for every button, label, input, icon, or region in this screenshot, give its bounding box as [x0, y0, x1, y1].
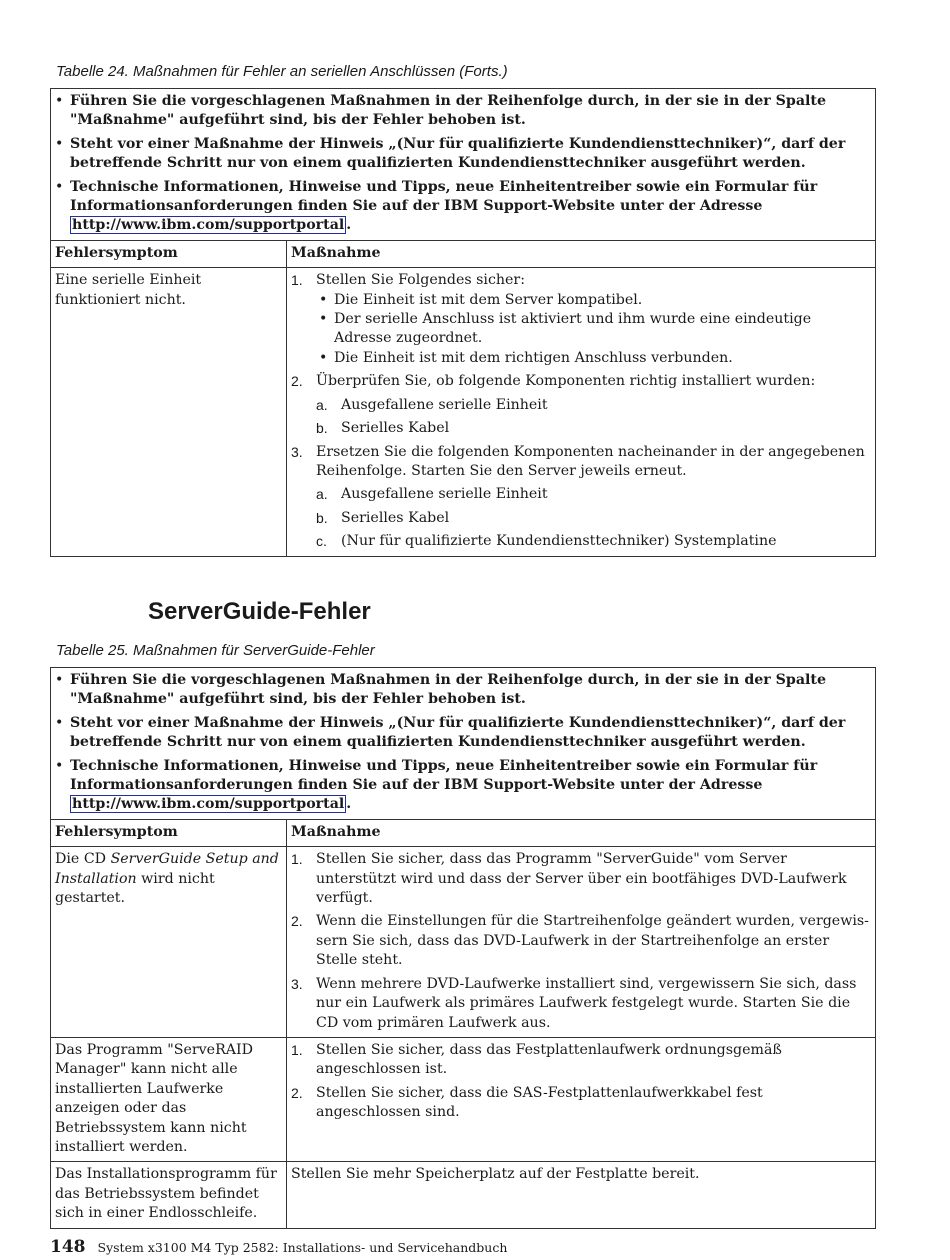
table-24 [50, 88, 876, 557]
table-notes-cell [51, 668, 876, 820]
step-item [291, 1041, 871, 1080]
bullet-item: • Die Einheit ist mit dem Server kompatibel. [316, 291, 871, 310]
step-item [291, 1084, 871, 1123]
symptom-cell: Eine serielle Einheit funktioniert nicht. [51, 268, 287, 556]
header-symptom: Fehlersymptom [51, 819, 287, 846]
sub-text: Serielles Kabel [341, 420, 450, 437]
table-header-row [51, 819, 876, 846]
notes-list [55, 671, 871, 815]
support-link[interactable]: http://www.ibm.com/supportportal [72, 796, 345, 813]
step-number: 2. [291, 1084, 303, 1101]
step-text: Stellen Sie Folgendes sicher: [316, 272, 525, 289]
action-cell: Stellen Sie mehr Speicherplatz auf der Festplatte bereit. [287, 1162, 876, 1228]
section-heading: ServerGuide-Fehler [148, 598, 371, 625]
symptom-cell: Das Installationsprogramm für das Betriebssystem befindet sich in einer Endlosschleife. [51, 1162, 287, 1228]
note-text: Führen Sie die vorgeschlagenen Maßnahmen in der Reihenfolge durch, in der sie in der Spalte "Maßnahme" aufgeführt sind, bis der Fehler behoben ist. [70, 672, 827, 708]
note-item [55, 135, 871, 174]
table-row [51, 1037, 876, 1161]
note-text: Technische Informationen, Hinweise und Tipps, neue Einheitentreiber sowie ein Formular für Informationsanforderungen finden Sie auf der IBM Support-Website unter der Adresse [70, 757, 818, 794]
sub-item [316, 419, 871, 438]
step-text: Stellen Sie sicher, dass das Programm "ServerGuide" vom Server unterstützt wird und dass der Server über ein bootfähiges DVD-Laufwerk verfügt. [316, 851, 847, 907]
note-item [55, 671, 871, 710]
sub-text: (Nur für qualifizierte Kundendiensttechniker) Systemplatine [341, 533, 777, 550]
sub-letter: a. [316, 486, 328, 503]
note-item [55, 757, 871, 815]
note-end: . [346, 796, 352, 813]
step-text: Überprüfen Sie, ob folgende Komponenten richtig installiert wurden: [316, 373, 816, 390]
step-item [291, 850, 871, 908]
step-number: 1. [291, 272, 303, 289]
table-notes-cell [51, 89, 876, 241]
action-cell [287, 268, 876, 556]
step-number: 1. [291, 1041, 303, 1058]
table-24-caption: Tabelle 24. Maßnahmen für Fehler an seriellen Anschlüssen (Forts.) [56, 63, 508, 80]
steps-list [291, 1041, 871, 1123]
action-cell [287, 847, 876, 1038]
sub-letter: b. [316, 420, 328, 437]
bullet-list [316, 291, 871, 369]
sub-text: Serielles Kabel [341, 509, 450, 526]
step-number: 1. [291, 851, 303, 868]
step-item [291, 271, 871, 368]
sub-item [316, 396, 871, 415]
page-number: 148 [50, 1237, 86, 1257]
bullet-item: • Der serielle Anschluss ist aktiviert und ihm wurde eine eindeutige Adresse zugeordnet. [316, 310, 871, 349]
header-action: Maßnahme [287, 819, 876, 846]
support-link[interactable]: http://www.ibm.com/supportportal [72, 217, 345, 234]
table-row [51, 268, 876, 556]
sub-item [316, 485, 871, 504]
table-header-row [51, 240, 876, 267]
note-text: Steht vor einer Maßnahme der Hinweis „(Nur für qualifizierte Kundendiensttechniker)“, darf der betreffende Schritt nur von einem qualifizierten Kundendiensttechniker ausgeführt werden. [70, 714, 846, 751]
steps-list [291, 271, 871, 551]
sub-list [316, 485, 871, 551]
table-notes-row [51, 89, 876, 241]
step-text: Ersetzen Sie die folgenden Komponenten nacheinander in der angegebenen Reihenfolge. Starten Sie den Server jeweils erneut. [316, 443, 865, 479]
note-item [55, 92, 871, 131]
step-text: Wenn mehrere DVD-Laufwerke installiert sind, vergewissern Sie sich, dass nur ein Laufwerk als primäres Laufwerk festgelegt wurde. Starten Sie die CD vom primären Laufwerk aus. [316, 975, 857, 1031]
table-25 [50, 667, 876, 1229]
step-item [291, 912, 871, 970]
step-item [291, 975, 871, 1033]
note-item [55, 714, 871, 753]
sub-letter: a. [316, 396, 328, 413]
sub-letter: b. [316, 509, 328, 526]
step-item [291, 443, 871, 552]
step-text: Stellen Sie sicher, dass die SAS-Festplattenlaufwerkkabel fest angeschlossen sind. [316, 1084, 763, 1121]
table-row [51, 1162, 876, 1228]
symptom-text: Die CD [55, 851, 111, 868]
note-item [55, 178, 871, 236]
table-row [51, 847, 876, 1038]
symptom-product-name: ServerGuide Setup and Installation [55, 851, 279, 887]
sub-text: Ausgefallene serielle Einheit [341, 396, 548, 413]
symptom-cell [51, 847, 287, 1038]
header-symptom: Fehlersymptom [51, 240, 287, 267]
sub-list [316, 396, 871, 439]
action-cell [287, 1037, 876, 1161]
page-footer [50, 1237, 507, 1257]
note-text: Führen Sie die vorgeschlagenen Maßnahmen in der Reihenfolge durch, in der sie in der Spalte "Maßnahme" aufgeführt sind, bis der Fehler behoben ist. [70, 93, 827, 129]
step-number: 3. [291, 443, 303, 460]
step-number: 3. [291, 975, 303, 992]
note-end: . [346, 217, 352, 234]
notes-list [55, 92, 871, 236]
note-text: Steht vor einer Maßnahme der Hinweis „(Nur für qualifizierte Kundendiensttechniker)“, darf der betreffende Schritt nur von einem qualifizierten Kundendiensttechniker ausgeführt werden. [70, 135, 846, 172]
symptom-text: wird nicht gestartet. [55, 870, 215, 907]
step-text: Wenn die Einstellungen für die Startreihenfolge geändert wurden, vergewissern Sie sich, dass das DVD-Laufwerk in der Startreihenfolge an erster Stelle steht. [316, 913, 869, 969]
note-text: Technische Informationen, Hinweise und Tipps, neue Einheitentreiber sowie ein Formular für Informationsanforderungen finden Sie auf der IBM Support-Website unter der Adresse [70, 178, 818, 215]
steps-list [291, 850, 871, 1033]
step-number: 2. [291, 373, 303, 390]
sub-item [316, 509, 871, 528]
header-action: Maßnahme [287, 240, 876, 267]
step-number: 2. [291, 913, 303, 930]
sub-letter: c. [316, 533, 327, 550]
step-text: Stellen Sie sicher, dass das Festplattenlaufwerk ordnungsgemäß angeschlossen ist. [316, 1041, 782, 1078]
table-25-caption: Tabelle 25. Maßnahmen für ServerGuide-Fehler [56, 642, 375, 659]
step-item [291, 372, 871, 438]
table-notes-row [51, 668, 876, 820]
bullet-item: • Die Einheit ist mit dem richtigen Anschluss verbunden. [316, 349, 871, 368]
sub-text: Ausgefallene serielle Einheit [341, 486, 548, 503]
symptom-cell: Das Programm "ServeRAID Manager" kann nicht alle installierten Laufwerke anzeigen oder das Betriebssystem kann nicht installiert werden. [51, 1037, 287, 1161]
document-title: System x3100 M4 Typ 2582: Installations- und Servicehandbuch [97, 1240, 508, 1255]
sub-item [316, 532, 871, 551]
